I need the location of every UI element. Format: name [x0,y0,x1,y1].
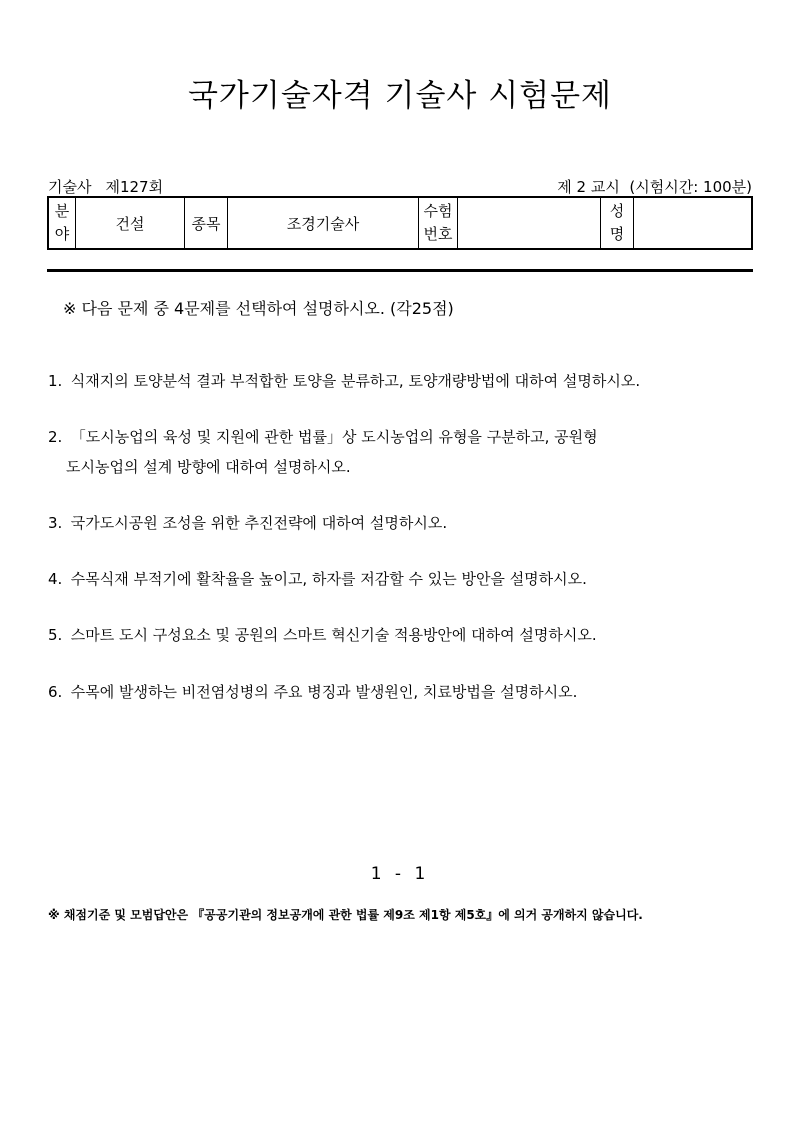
exam-info-table [47,196,753,250]
item-label-cell: 종목 [185,197,228,249]
field-value-cell: 건설 [76,197,185,249]
question-4: 4. 수목식재 부적기에 활착율을 높이고, 하자를 저감할 수 있는 방안을 설명하시오. [48,570,587,588]
header-divider [47,269,753,272]
question-6: 6. 수목에 발생하는 비전염성병의 주요 병징과 발생원인, 치료방법을 설명하시오. [48,683,578,701]
exam-period: 제 2 교시 [557,178,620,196]
exam-header-right [557,176,752,197]
exam-number-label-cell: 수험 번호 [419,197,458,249]
footnote: ※ 채점기준 및 모범답안은 『공공기관의 정보공개에 관한 법률 제9조 제1항 제5호』에 의거 공개하지 않습니다. [48,908,643,922]
exam-category: 기술사 [48,178,92,196]
exam-time: (시험시간: 100분) [629,178,752,196]
question-2: 2. 「도시농업의 육성 및 지원에 관한 법률」상 도시농업의 유형을 구분하고, 공원형 도시농업의 설계 방향에 대하여 설명하시오. [48,428,598,476]
exam-header-left [48,176,163,197]
exam-title: 국가기술자격 기술사 시험문제 [187,78,612,114]
exam-session: 제127회 [105,178,164,196]
page-number: 1 - 1 [370,864,430,884]
exam-number-value-cell[interactable] [458,197,601,249]
name-value-cell[interactable] [634,197,753,249]
question-5: 5. 스마트 도시 구성요소 및 공원의 스마트 혁신기술 적용방안에 대하여 설명하시오. [48,626,597,644]
field-label-cell: 분 야 [48,197,76,249]
item-value-cell: 조경기술사 [228,197,419,249]
name-label-cell: 성 명 [601,197,634,249]
instruction-text: ※ 다음 문제 중 4문제를 선택하여 설명하시오. (각25점) [63,299,454,318]
question-1: 1. 식재지의 토양분석 결과 부적합한 토양을 분류하고, 토양개량방법에 대하여 설명하시오. [48,372,641,390]
question-3: 3. 국가도시공원 조성을 위한 추진전략에 대하여 설명하시오. [48,514,448,532]
